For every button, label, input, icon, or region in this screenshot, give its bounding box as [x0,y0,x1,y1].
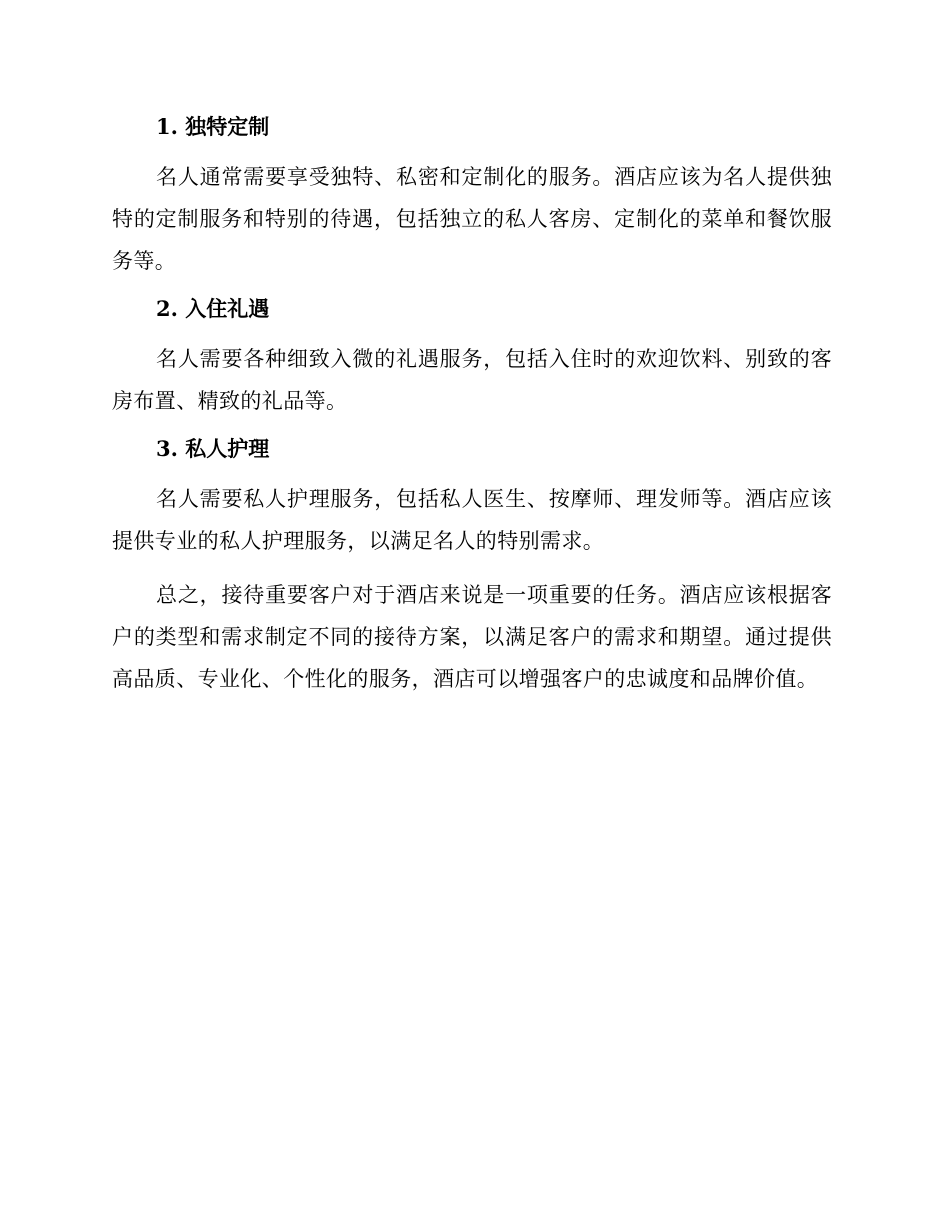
section-heading-unique-customization: 1. 独特定制 [156,114,270,139]
section-heading-checkin-courtesy: 2. 入住礼遇 [156,296,270,321]
document-page [112,112,832,700]
section-heading-private-care: 3. 私人护理 [156,436,270,461]
section-paragraph-checkin-courtesy: 名人需要各种细致入微的礼遇服务，包括入住时的欢迎饮料、别致的客房布置、精致的礼品等。 [112,347,832,413]
section-paragraph-unique-customization: 名人通常需要享受独特、私密和定制化的服务。酒店应该为名人提供独特的定制服务和特别的待遇，包括独立的私人客房、定制化的菜单和餐饮服务等。 [112,165,832,273]
section-paragraph-private-care: 名人需要私人护理服务，包括私人医生、按摩师、理发师等。酒店应该提供专业的私人护理服务，以满足名人的特别需求。 [112,487,832,553]
conclusion-paragraph: 总之，接待重要客户对于酒店来说是一项重要的任务。酒店应该根据客户的类型和需求制定不同的接待方案，以满足客户的需求和期望。通过提供高品质、专业化、个性化的服务，酒店可以增强客户的忠诚度和品牌价值。 [112,583,832,691]
